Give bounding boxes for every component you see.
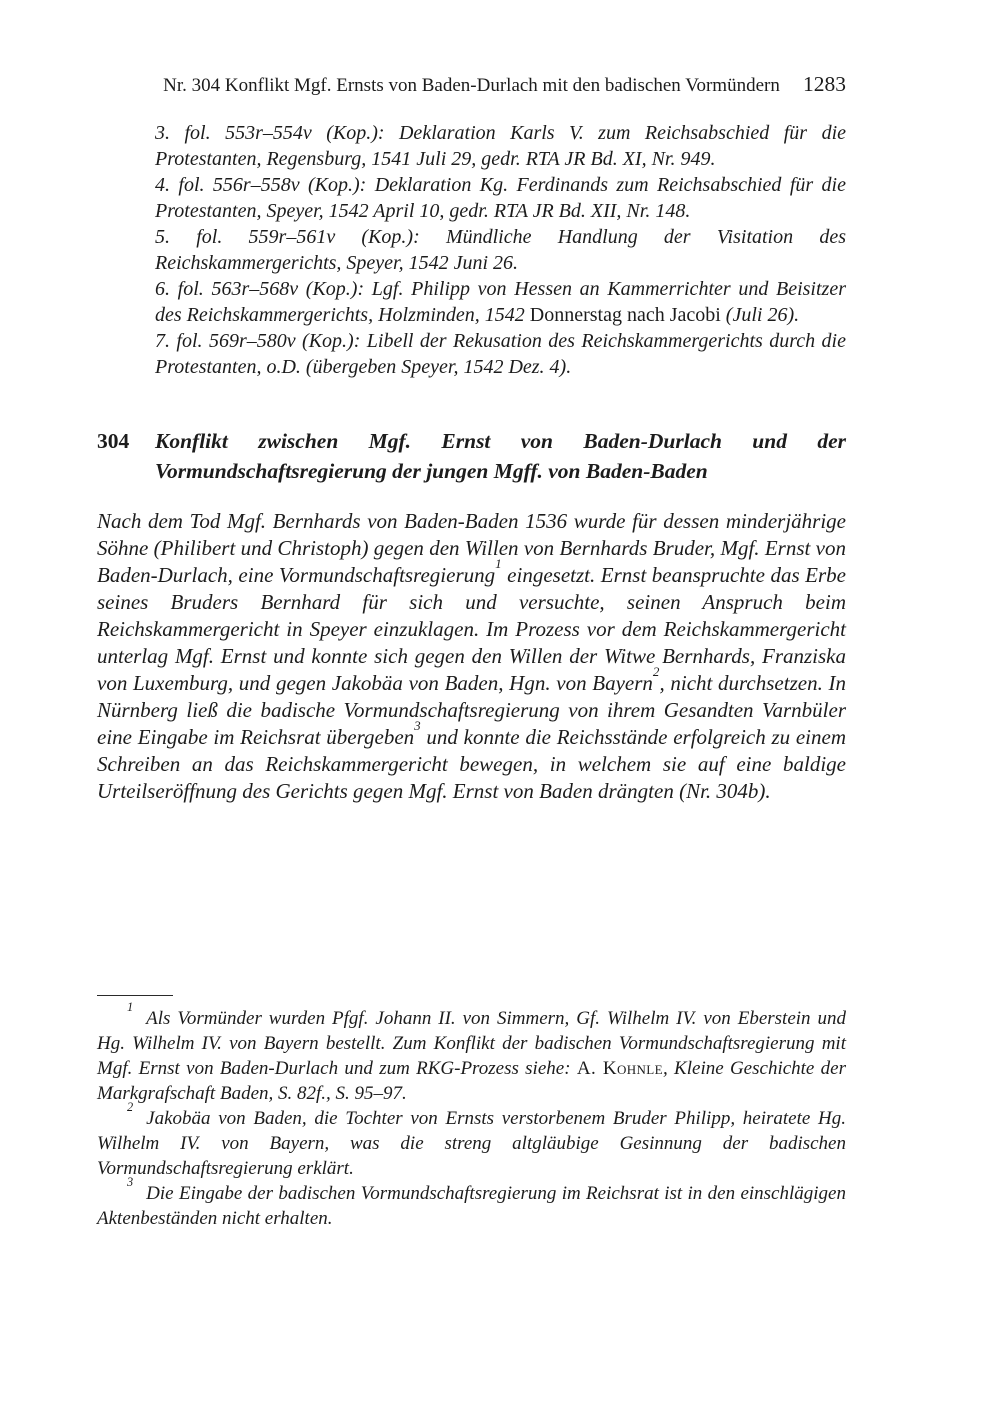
section-number: 304 (97, 429, 130, 453)
archival-entry-list (97, 120, 846, 380)
regest-paragraph (97, 508, 846, 805)
entry-7 (155, 328, 846, 380)
entry-4 (155, 172, 846, 224)
entry-5 (155, 224, 846, 276)
entry-6 (155, 276, 846, 328)
footnote-1-citation: , Kleine Geschichte der Markgrafschaft Baden, S. 82f., S. 95–97. (97, 1058, 847, 1104)
page-number: 1283 (803, 72, 846, 96)
entry-6-date-italic: (Juli 26). (725, 304, 800, 326)
section-title: Konflikt zwischen Mgf. Ernst von Baden-Durlach und der Vormundschaftsregierung der jungen Mgff. von Baden-Baden (155, 429, 846, 483)
footnote-ref-1: 1 (495, 556, 502, 572)
footnotes (97, 995, 846, 1231)
entry-6-date-roman: Donnerstag nach Jacobi (529, 304, 726, 326)
footnote-ref-3: 3 (414, 718, 421, 734)
footnote-1-text: Als Vormünder wurden Pfgf. Johann II. von Simmern, Gf. Wilhelm IV. von Eberstein und Hg. Wilhelm IV. von Bayern bestellt. Zum Konflikt der badischen Vormundschaftsregierung mit Mgf. Ernst von Baden-Durlach und zum RKG-Prozess siehe: (97, 1008, 846, 1079)
footnote-1 (97, 1000, 847, 1106)
footnote-separator-rule (97, 995, 173, 996)
regest-part-3: , nicht durchsetzen. In Nürnberg ließ die badische Vormundschaftsregierung von ihrem Gesandten Varnbüler eine Eingabe im Reichsrat übergeben (97, 671, 846, 749)
footnote-3-text: Die Eingabe der badischen Vormundschaftsregierung im Reichsrat ist in den einschlägigen Aktenbeständen nicht erhalten. (97, 1183, 846, 1229)
running-head (97, 74, 846, 98)
footnote-2-text: Jakobäa von Baden, die Tochter von Ernsts verstorbenem Bruder Philipp, heiratete Hg. Wilhelm IV. von Bayern, was die streng altgläubige Gesinnung der badischen Vormundschaftsregierung erklärt. (97, 1108, 846, 1179)
regest-part-1: Nach dem Tod Mgf. Bernhards von Baden-Baden 1536 wurde für dessen minderjährige Söhne (Philibert und Christoph) gegen den Willen von Bernhards Bruder, Mgf. Ernst von Baden-Durlach, eine Vormundschaftsregierung (97, 509, 846, 587)
entry-6-text: 6. fol. 563r–568v (Kop.): Lgf. Philipp von Hessen an Kammerrichter und Beisitzer des Reichskammergerichts, Holzminden, 1542 (155, 278, 846, 326)
footnote-2 (97, 1100, 846, 1181)
footnote-ref-2: 2 (652, 664, 660, 680)
footnote-3 (97, 1175, 846, 1231)
footnote-1-author: A. Kohnle (576, 1058, 663, 1079)
regest-part-2: eingesetzt. Ernst beanspruchte das Erbe seines Bruders Bernhard für sich und versuchte, seinen Anspruch beim Reichskammergericht in Speyer einzuklagen. Im Prozess vor dem Reichskammergericht unterlag Mgf. Ernst und konnte sich gegen den Willen der Witwe Bernhards, Franziska von Luxemburg, und gegen Jakobäa von Baden, Hgn. von Bayern (97, 563, 847, 695)
footnote-3-number: 3 (127, 1175, 134, 1190)
regest-part-4: und konnte die Reichsstände erfolgreich zu einem Schreiben an das Reichskammergericht bewegen, in welchem sie auf eine baldige Urteilseröffnung des Gerichts gegen Mgf. Ernst von Baden drängten (Nr. 304b). (97, 725, 846, 803)
footnote-1-number: 1 (127, 1000, 134, 1015)
running-title: Nr. 304 Konflikt Mgf. Ernsts von Baden-Durlach mit den badischen Vormündern (163, 75, 780, 96)
regest-text (97, 508, 846, 805)
section-heading (97, 426, 846, 486)
entry-3-text: 3. fol. 553r–554v (Kop.): Deklaration Karls V. zum Reichsabschied für die Protestanten, Regensburg, 1541 Juli 29, gedr. RTA JR Bd. XI, Nr. 949. (155, 122, 846, 170)
entry-5-text: 5. fol. 559r–561v (Kop.): Mündliche Handlung der Visitation des Reichskammergerichts, Speyer, 1542 Juni 26. (155, 226, 846, 274)
entry-4-text: 4. fol. 556r–558v (Kop.): Deklaration Kg. Ferdinands zum Reichsabschied für die Protestanten, Speyer, 1542 April 10, gedr. RTA JR Bd. XII, Nr. 148. (155, 174, 846, 222)
entry-7-text: 7. fol. 569r–580v (Kop.): Libell der Rekusation des Reichskammergerichts durch die Protestanten, o.D. (übergeben Speyer, 1542 Dez. 4). (155, 330, 846, 378)
footnote-2-number: 2 (127, 1100, 134, 1115)
entry-3 (155, 120, 846, 172)
